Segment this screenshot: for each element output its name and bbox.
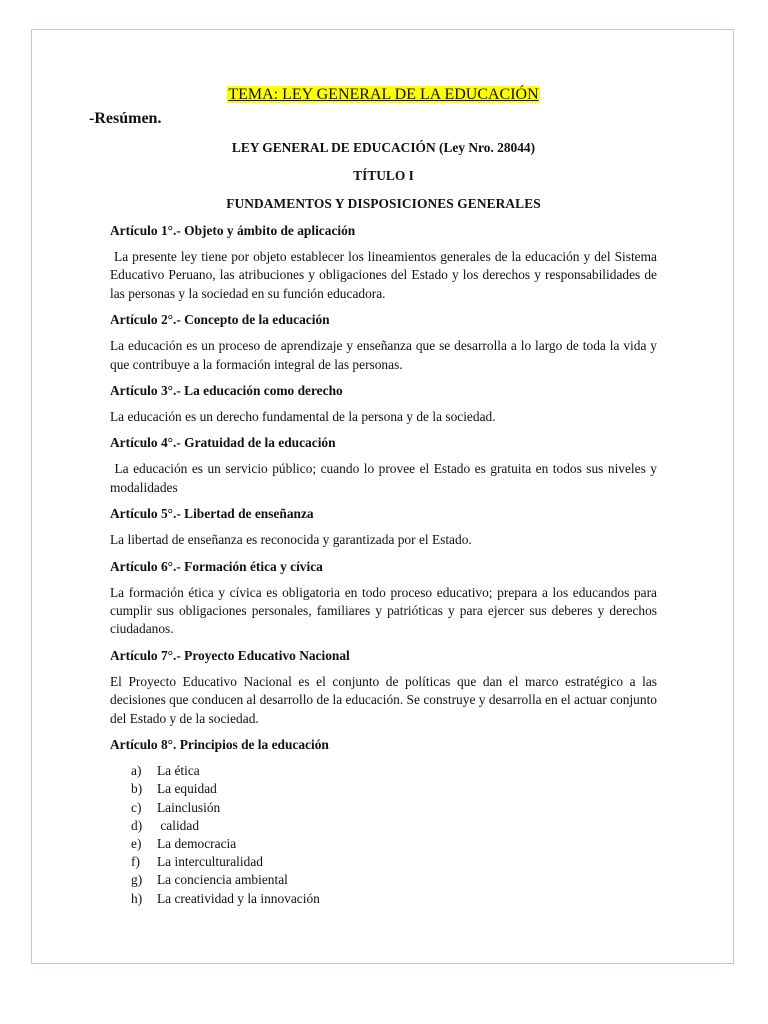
law-heading: LEY GENERAL DE EDUCACIÓN (Ley Nro. 28044) <box>231 140 536 155</box>
list-item-text: calidad <box>157 817 200 833</box>
article-body: La presente ley tiene por objeto establecer los lineamientos generales de la educación y del Sistema Educativo Peruano, las atribuciones y obligaciones del Estado y los derechos y responsabilidades de las personas y la sociedad en su función educadora. <box>110 249 661 301</box>
list-marker: a) <box>131 763 142 779</box>
list-item <box>131 835 657 853</box>
list-item-text: La equidad <box>157 781 217 797</box>
list-item-text: La ética <box>157 763 200 779</box>
list-item-text: La creatividad y la innovación <box>157 890 320 906</box>
section-heading: FUNDAMENTOS Y DISPOSICIONES GENERALES <box>226 196 541 211</box>
list-item-text: Lainclusión <box>157 799 221 815</box>
list-marker: c) <box>131 799 142 815</box>
list-marker: f) <box>131 854 140 870</box>
list-item <box>131 871 657 889</box>
article-heading: Artículo 5°.- Libertad de enseñanza <box>110 506 314 522</box>
list-item <box>131 762 657 780</box>
title-line <box>110 86 657 104</box>
article-body: La libertad de enseñanza es reconocida y garantizada por el Estado. <box>110 532 472 548</box>
list-item <box>131 817 657 835</box>
list-item <box>131 780 657 798</box>
article-heading: Artículo 6°.- Formación ética y cívica <box>110 558 323 574</box>
list-marker: h) <box>131 890 143 906</box>
list-marker: b) <box>131 781 143 797</box>
list-item <box>131 799 657 817</box>
article-heading: Artículo 7°.- Proyecto Educativo Nacional <box>110 647 350 663</box>
article-body: La educación es un proceso de aprendizaje y enseñanza que se desarrolla a lo largo de toda la vida y que contribuye a la formación integral de las personas. <box>110 338 657 372</box>
article-heading: Artículo 2°.- Concepto de la educación <box>110 312 330 328</box>
list-marker: d) <box>131 817 143 833</box>
resumen-label: -Resúmen. <box>89 110 162 127</box>
article-heading: Artículo 3°.- La educación como derecho <box>110 383 343 399</box>
titulo-heading: TÍTULO I <box>353 168 414 183</box>
principles-list <box>131 762 657 908</box>
article-heading: Artículo 8°. Principios de la educación <box>110 737 329 753</box>
list-marker: e) <box>131 835 142 851</box>
article-heading: Artículo 1°.- Objeto y ámbito de aplicación <box>110 223 356 238</box>
list-item-text: La interculturalidad <box>157 854 263 870</box>
list-item <box>131 853 657 871</box>
list-item-text: La conciencia ambiental <box>157 872 288 888</box>
article-body: La formación ética y cívica es obligatoria en todo proceso educativo; prepara a los educandos para cumplir sus obligaciones personales, familiares y patrióticas y para ejercer sus deberes y derechos ciudadanos. <box>110 584 657 637</box>
document-content <box>89 86 661 908</box>
article-body: La educación es un servicio público; cuando lo provee el Estado es gratuita en todos sus niveles y modalidades <box>110 461 661 495</box>
list-item-text: La democracia <box>157 835 237 851</box>
list-item <box>131 890 657 908</box>
articles <box>110 223 661 753</box>
document-title: TEMA: LEY GENERAL DE LA EDUCACIÓN <box>228 86 539 103</box>
article-heading: Artículo 4°.- Gratuidad de la educación <box>110 435 336 451</box>
list-marker: g) <box>131 872 143 888</box>
article-body: La educación es un derecho fundamental de la persona y de la sociedad. <box>110 409 496 425</box>
article-body: El Proyecto Educativo Nacional es el conjunto de políticas que dan el marco estratégico a las decisiones que conducen al desarrollo de la educación. Se construye y desarrolla en el actuar conjunto del Estado y de la sociedad. <box>110 673 657 726</box>
